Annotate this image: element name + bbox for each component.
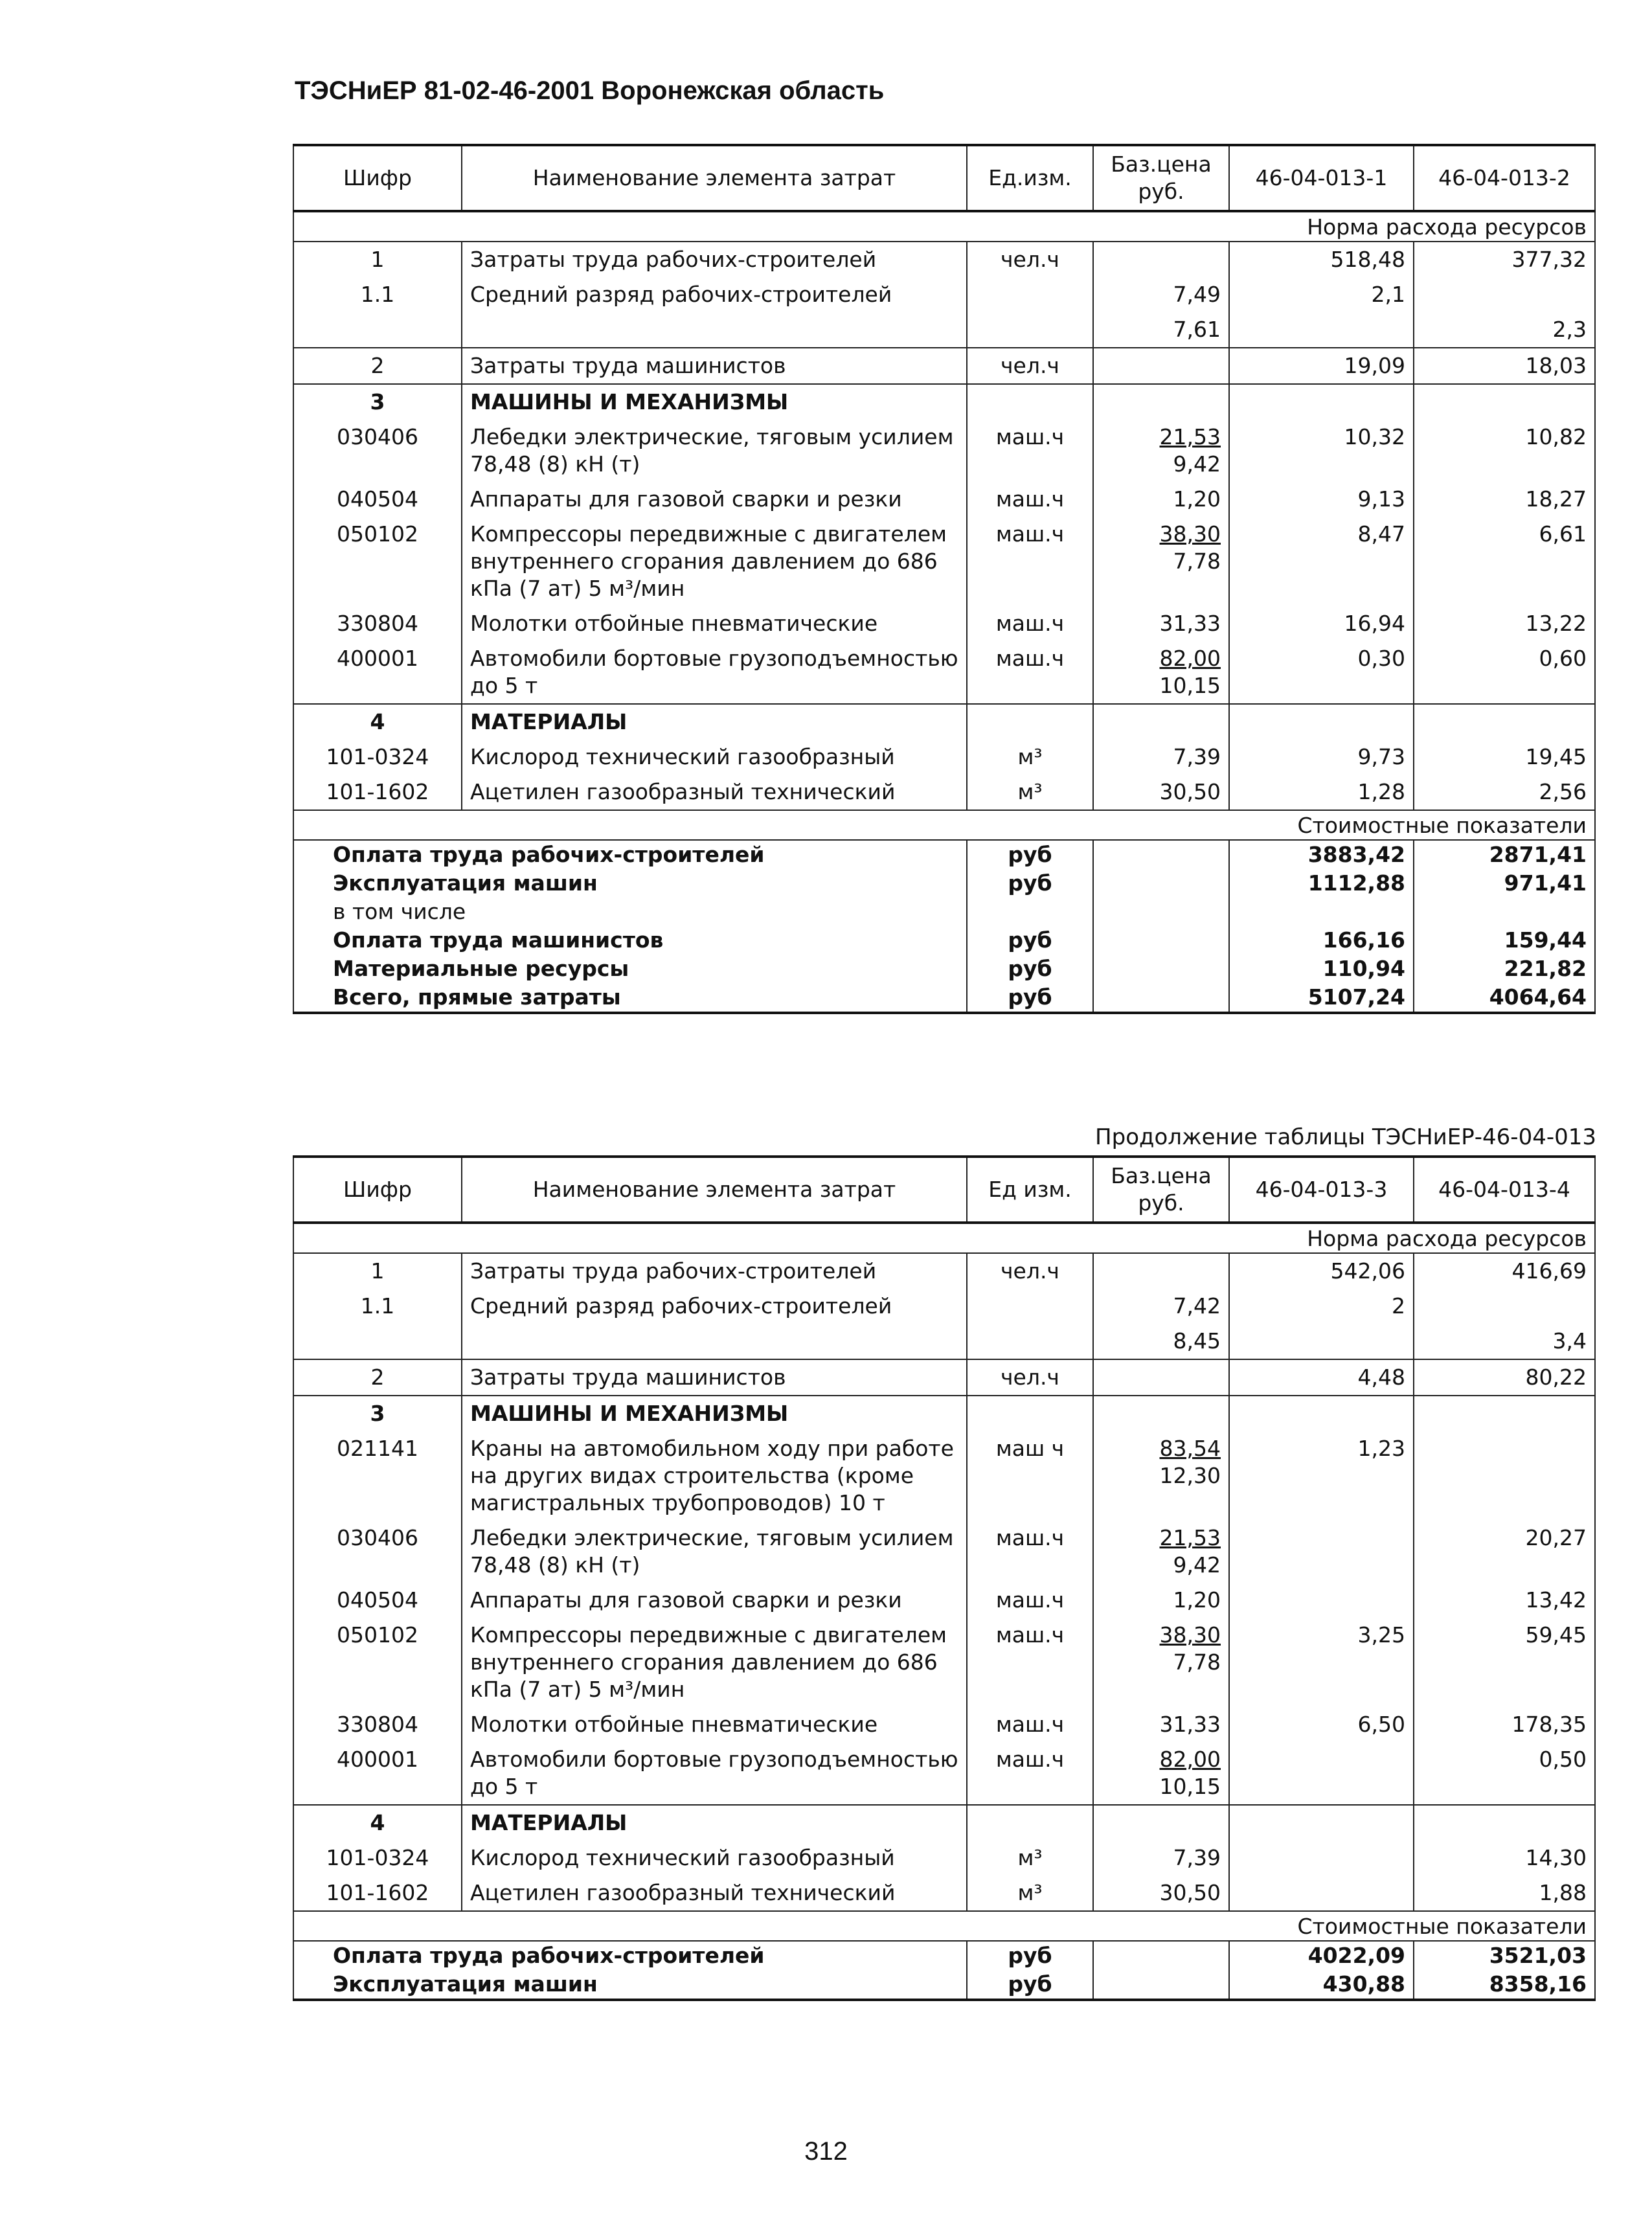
- cost-value-col1: 166,16: [1229, 926, 1414, 955]
- table-row: [293, 1707, 1595, 1742]
- row-price: [1093, 775, 1229, 810]
- row-price: [1093, 704, 1229, 740]
- row-unit: чел.ч: [967, 1253, 1093, 1289]
- row-price: [1093, 482, 1229, 517]
- row-value-col2: 18,27: [1414, 482, 1595, 517]
- row-value-col1: 4,48: [1229, 1359, 1414, 1396]
- row-name: Ацетилен газообразный технический: [462, 1875, 967, 1911]
- row-code: 101-0324: [293, 740, 462, 775]
- row-price: [1093, 384, 1229, 420]
- table-row: [293, 1742, 1595, 1805]
- header-unit: Ед.изм.: [967, 145, 1093, 211]
- price-bottom: 9,42: [1173, 451, 1221, 477]
- table-row: [293, 420, 1595, 482]
- cost-price: [1093, 898, 1229, 926]
- row-name: Аппараты для газовой сварки и резки: [462, 482, 967, 517]
- row-unit: м³: [967, 740, 1093, 775]
- row-value-col2: 377,32: [1414, 242, 1595, 277]
- row-value-col1: [1229, 1583, 1414, 1618]
- cost-label: Оплата труда рабочих-строителей: [293, 1941, 967, 1970]
- cost-row: [293, 955, 1595, 983]
- row-name: [462, 312, 967, 348]
- cost-price: [1093, 1941, 1229, 1970]
- cost-price: [1093, 1970, 1229, 2000]
- cost-label: Всего, прямые затраты: [293, 983, 967, 1013]
- row-unit: [967, 1289, 1093, 1324]
- price-bottom: 7,78: [1173, 1649, 1221, 1675]
- cost-price: [1093, 955, 1229, 983]
- row-code: 2: [293, 1359, 462, 1396]
- row-value-col2: 6,61: [1414, 517, 1595, 606]
- row-code: 4: [293, 1805, 462, 1841]
- header-name: Наименование элемента затрат: [462, 145, 967, 211]
- table-row: [293, 1875, 1595, 1911]
- row-name: МАШИНЫ И МЕХАНИЗМЫ: [462, 384, 967, 420]
- cost-value-col2: 221,82: [1414, 955, 1595, 983]
- cost-price: [1093, 983, 1229, 1013]
- row-value-col2: 416,69: [1414, 1253, 1595, 1289]
- row-unit: чел.ч: [967, 242, 1093, 277]
- row-name: Компрессоры передвижные с двигателем внутреннего сгорания давлением до 686 кПа (7 ат) 5 м³/мин: [462, 1618, 967, 1707]
- row-price: [1093, 641, 1229, 704]
- row-value-col2: [1414, 277, 1595, 312]
- cost-value-col2: 3521,03: [1414, 1941, 1595, 1970]
- row-code: 1: [293, 242, 462, 277]
- row-name: Молотки отбойные пневматические: [462, 1707, 967, 1742]
- row-name: МАТЕРИАЛЫ: [462, 1805, 967, 1841]
- cost-band-row: [293, 1911, 1595, 1941]
- cost-value-col1: 110,94: [1229, 955, 1414, 983]
- row-unit: [967, 704, 1093, 740]
- price-bottom: 12,30: [1159, 1463, 1221, 1488]
- row-name: Автомобили бортовые грузоподъемностью до 5 т: [462, 641, 967, 704]
- cost-row: [293, 1970, 1595, 2000]
- row-code: 400001: [293, 1742, 462, 1805]
- row-value-col1: 0,30: [1229, 641, 1414, 704]
- row-value-col1: [1229, 1805, 1414, 1841]
- price-bottom: 10,15: [1159, 673, 1221, 698]
- header-col2: 46-04-013-4: [1414, 1157, 1595, 1223]
- table-row: [293, 641, 1595, 704]
- row-value-col2: 80,22: [1414, 1359, 1595, 1396]
- cost-value-col2: 971,41: [1414, 869, 1595, 898]
- row-name: Лебедки электрические, тяговым усилием 78,48 (8) кН (т): [462, 1521, 967, 1583]
- price-top: 21,53: [1159, 424, 1221, 449]
- row-value-col2: 2,3: [1414, 312, 1595, 348]
- row-unit: [967, 1805, 1093, 1841]
- table-row: [293, 1583, 1595, 1618]
- cost-row: [293, 898, 1595, 926]
- row-price: [1093, 1359, 1229, 1396]
- cost-label: Оплата труда машинистов: [293, 926, 967, 955]
- cost-price: [1093, 840, 1229, 869]
- table-row: [293, 482, 1595, 517]
- cost-value-col1: 1112,88: [1229, 869, 1414, 898]
- row-price: [1093, 1431, 1229, 1521]
- row-value-col2: [1414, 384, 1595, 420]
- row-price: [1093, 1396, 1229, 1431]
- cost-row: [293, 1941, 1595, 1970]
- cost-price: [1093, 926, 1229, 955]
- price-bottom: 7,39: [1173, 1845, 1221, 1870]
- cost-label: Оплата труда рабочих-строителей: [293, 840, 967, 869]
- header-col2: 46-04-013-2: [1414, 145, 1595, 211]
- row-code: [293, 1324, 462, 1359]
- row-code: 040504: [293, 482, 462, 517]
- row-name: МАШИНЫ И МЕХАНИЗМЫ: [462, 1396, 967, 1431]
- row-value-col1: [1229, 384, 1414, 420]
- row-value-col1: [1229, 1742, 1414, 1805]
- row-price: [1093, 1618, 1229, 1707]
- row-code: 1.1: [293, 1289, 462, 1324]
- row-unit: маш.ч: [967, 1583, 1093, 1618]
- row-name: Компрессоры передвижные с двигателем внутреннего сгорания давлением до 686 кПа (7 ат) 5 м³/мин: [462, 517, 967, 606]
- norm-band-label: Норма расхода ресурсов: [293, 211, 1595, 242]
- row-value-col1: 3,25: [1229, 1618, 1414, 1707]
- cost-value-col1: 3883,42: [1229, 840, 1414, 869]
- price-top: 83,54: [1159, 1436, 1221, 1461]
- table-row: [293, 1431, 1595, 1521]
- row-value-col2: [1414, 1396, 1595, 1431]
- header-code: Шифр: [293, 1157, 462, 1223]
- row-value-col1: 19,09: [1229, 348, 1414, 384]
- table-row: [293, 1841, 1595, 1875]
- row-name: Краны на автомобильном ходу при работе на других видах строительства (кроме магистральных трубопроводов) 10 т: [462, 1431, 967, 1521]
- row-unit: м³: [967, 1841, 1093, 1875]
- row-name: Средний разряд рабочих-строителей: [462, 277, 967, 312]
- row-name: Лебедки электрические, тяговым усилием 78,48 (8) кН (т): [462, 420, 967, 482]
- row-code: 030406: [293, 1521, 462, 1583]
- header-name: Наименование элемента затрат: [462, 1157, 967, 1223]
- row-code: 050102: [293, 517, 462, 606]
- row-unit: маш.ч: [967, 420, 1093, 482]
- row-price: [1093, 740, 1229, 775]
- row-code: 101-1602: [293, 1875, 462, 1911]
- row-value-col2: 19,45: [1414, 740, 1595, 775]
- cost-row: [293, 926, 1595, 955]
- header-code: Шифр: [293, 145, 462, 211]
- row-name: Затраты труда машинистов: [462, 1359, 967, 1396]
- table-row: [293, 1359, 1595, 1396]
- cost-band-label: Стоимостные показатели: [293, 1911, 1595, 1941]
- row-code: 3: [293, 1396, 462, 1431]
- cost-band-label: Стоимостные показатели: [293, 810, 1595, 840]
- row-code: 1: [293, 1253, 462, 1289]
- norm-band-row: [293, 1223, 1595, 1253]
- cost-value-col2: 8358,16: [1414, 1970, 1595, 2000]
- table-header-row: [293, 145, 1595, 211]
- price-bottom: 9,42: [1173, 1552, 1221, 1578]
- row-unit: [967, 312, 1093, 348]
- table-row: [293, 1805, 1595, 1841]
- price-bottom: 7,78: [1173, 549, 1221, 574]
- price-top: 82,00: [1159, 1747, 1221, 1772]
- price-top: 38,30: [1159, 1622, 1221, 1648]
- row-value-col1: [1229, 1521, 1414, 1583]
- row-unit: [967, 277, 1093, 312]
- table-header-row: [293, 1157, 1595, 1223]
- cost-row: [293, 840, 1595, 869]
- row-code: 030406: [293, 420, 462, 482]
- norm-band-row: [293, 211, 1595, 242]
- row-unit: маш.ч: [967, 482, 1093, 517]
- row-unit: маш.ч: [967, 641, 1093, 704]
- table-row: [293, 775, 1595, 810]
- cost-label: в том числе: [293, 898, 967, 926]
- price-bottom: 10,15: [1159, 1774, 1221, 1799]
- cost-label: Эксплуатация машин: [293, 869, 967, 898]
- cost-unit: руб: [967, 1970, 1093, 2000]
- table-row: [293, 1521, 1595, 1583]
- cost-unit: руб: [967, 955, 1093, 983]
- table-row: [293, 1253, 1595, 1289]
- row-code: 021141: [293, 1431, 462, 1521]
- row-value-col1: 6,50: [1229, 1707, 1414, 1742]
- cost-value-col1: [1229, 898, 1414, 926]
- row-value-col2: 1,88: [1414, 1875, 1595, 1911]
- price-bottom: 7,49: [1173, 282, 1221, 307]
- row-price: [1093, 242, 1229, 277]
- header-price: Баз.цена руб.: [1093, 145, 1229, 211]
- row-code: 050102: [293, 1618, 462, 1707]
- cost-row: [293, 983, 1595, 1013]
- row-unit: маш.ч: [967, 1521, 1093, 1583]
- cost-value-col2: 4064,64: [1414, 983, 1595, 1013]
- row-unit: маш.ч: [967, 1618, 1093, 1707]
- table-row: [293, 348, 1595, 384]
- header-unit: Ед изм.: [967, 1157, 1093, 1223]
- table-row: [293, 312, 1595, 348]
- row-value-col2: [1414, 1431, 1595, 1521]
- row-name: МАТЕРИАЛЫ: [462, 704, 967, 740]
- table-row: [293, 1289, 1595, 1324]
- table-row: [293, 740, 1595, 775]
- cost-band-row: [293, 810, 1595, 840]
- row-price: [1093, 1805, 1229, 1841]
- row-code: 3: [293, 384, 462, 420]
- row-value-col1: [1229, 312, 1414, 348]
- cost-unit: [967, 898, 1093, 926]
- header-col1: 46-04-013-1: [1229, 145, 1414, 211]
- row-value-col1: 542,06: [1229, 1253, 1414, 1289]
- row-name: Аппараты для газовой сварки и резки: [462, 1583, 967, 1618]
- price-bottom: 31,33: [1159, 1712, 1221, 1737]
- row-value-col1: [1229, 1396, 1414, 1431]
- row-price: [1093, 1841, 1229, 1875]
- row-unit: [967, 1396, 1093, 1431]
- row-name: Затраты труда рабочих-строителей: [462, 1253, 967, 1289]
- row-price: [1093, 1875, 1229, 1911]
- row-price: [1093, 1289, 1229, 1324]
- row-value-col2: 0,60: [1414, 641, 1595, 704]
- row-name: Ацетилен газообразный технический: [462, 775, 967, 810]
- cost-value-col1: 430,88: [1229, 1970, 1414, 2000]
- row-price: [1093, 312, 1229, 348]
- row-value-col2: [1414, 1805, 1595, 1841]
- row-name: Кислород технический газообразный: [462, 1841, 967, 1875]
- norm-band-label: Норма расхода ресурсов: [293, 1223, 1595, 1253]
- row-price: [1093, 517, 1229, 606]
- header-price: Баз.цена руб.: [1093, 1157, 1229, 1223]
- row-value-col1: [1229, 704, 1414, 740]
- row-price: [1093, 1324, 1229, 1359]
- row-code: 1.1: [293, 277, 462, 312]
- price-bottom: 30,50: [1159, 1880, 1221, 1905]
- row-value-col1: 518,48: [1229, 242, 1414, 277]
- row-value-col2: 18,03: [1414, 348, 1595, 384]
- norm-table-2: [293, 1155, 1596, 2001]
- continuation-caption: Продолжение таблицы ТЭСНиЕР-46-04-013: [1095, 1124, 1596, 1150]
- row-code: 2: [293, 348, 462, 384]
- row-value-col1: [1229, 1841, 1414, 1875]
- row-value-col2: 178,35: [1414, 1707, 1595, 1742]
- row-unit: маш.ч: [967, 606, 1093, 641]
- row-name: Средний разряд рабочих-строителей: [462, 1289, 967, 1324]
- document-title: ТЭСНиЕР 81-02-46-2001 Воронежская область: [295, 76, 885, 105]
- price-bottom: 7,42: [1173, 1293, 1221, 1319]
- row-price: [1093, 1521, 1229, 1583]
- row-unit: чел.ч: [967, 348, 1093, 384]
- row-code: 040504: [293, 1583, 462, 1618]
- row-price: [1093, 1583, 1229, 1618]
- row-value-col2: 3,4: [1414, 1324, 1595, 1359]
- table-row: [293, 704, 1595, 740]
- row-value-col2: [1414, 1289, 1595, 1324]
- price-bottom: 1,20: [1173, 1587, 1221, 1613]
- price-top: 82,00: [1159, 646, 1221, 671]
- cost-price: [1093, 869, 1229, 898]
- price-bottom: 1,20: [1173, 486, 1221, 512]
- cost-value-col1: 5107,24: [1229, 983, 1414, 1013]
- row-code: 400001: [293, 641, 462, 704]
- cost-value-col2: 2871,41: [1414, 840, 1595, 869]
- table-row: [293, 384, 1595, 420]
- row-value-col1: [1229, 1875, 1414, 1911]
- cost-label: Материальные ресурсы: [293, 955, 967, 983]
- table-row: [293, 606, 1595, 641]
- row-unit: м³: [967, 1875, 1093, 1911]
- price-bottom: 31,33: [1159, 611, 1221, 636]
- row-unit: маш.ч: [967, 517, 1093, 606]
- row-unit: м³: [967, 775, 1093, 810]
- row-price: [1093, 277, 1229, 312]
- table-row: [293, 517, 1595, 606]
- row-name: Кислород технический газообразный: [462, 740, 967, 775]
- row-unit: маш.ч: [967, 1742, 1093, 1805]
- price-bottom: 8,45: [1173, 1328, 1221, 1354]
- row-value-col2: 14,30: [1414, 1841, 1595, 1875]
- row-unit: маш ч: [967, 1431, 1093, 1521]
- row-value-col2: [1414, 704, 1595, 740]
- page-number: 312: [804, 2137, 848, 2166]
- cost-value-col1: 4022,09: [1229, 1941, 1414, 1970]
- norm-table-1: [293, 144, 1596, 1014]
- row-value-col2: 20,27: [1414, 1521, 1595, 1583]
- row-unit: маш.ч: [967, 1707, 1093, 1742]
- row-value-col2: 59,45: [1414, 1618, 1595, 1707]
- row-value-col1: 9,73: [1229, 740, 1414, 775]
- header-col1: 46-04-013-3: [1229, 1157, 1414, 1223]
- table-row: [293, 242, 1595, 277]
- price-bottom: 30,50: [1159, 779, 1221, 804]
- cost-unit: руб: [967, 840, 1093, 869]
- row-price: [1093, 1742, 1229, 1805]
- row-name: Затраты труда рабочих-строителей: [462, 242, 967, 277]
- price-top: 21,53: [1159, 1525, 1221, 1550]
- row-price: [1093, 348, 1229, 384]
- row-value-col1: 16,94: [1229, 606, 1414, 641]
- row-name: Автомобили бортовые грузоподъемностью до 5 т: [462, 1742, 967, 1805]
- cost-value-col2: [1414, 898, 1595, 926]
- row-value-col1: [1229, 1324, 1414, 1359]
- price-bottom: 7,61: [1173, 317, 1221, 342]
- row-value-col1: 9,13: [1229, 482, 1414, 517]
- cost-unit: руб: [967, 983, 1093, 1013]
- cost-unit: руб: [967, 1941, 1093, 1970]
- row-value-col1: 10,32: [1229, 420, 1414, 482]
- row-name: Затраты труда машинистов: [462, 348, 967, 384]
- row-value-col2: 13,42: [1414, 1583, 1595, 1618]
- cost-unit: руб: [967, 926, 1093, 955]
- price-top: 38,30: [1159, 521, 1221, 547]
- price-bottom: 7,39: [1173, 744, 1221, 769]
- cost-value-col2: 159,44: [1414, 926, 1595, 955]
- cost-row: [293, 869, 1595, 898]
- row-price: [1093, 606, 1229, 641]
- cost-unit: руб: [967, 869, 1093, 898]
- row-value-col2: 0,50: [1414, 1742, 1595, 1805]
- table-row: [293, 1324, 1595, 1359]
- row-value-col1: 1,23: [1229, 1431, 1414, 1521]
- table-row: [293, 277, 1595, 312]
- row-name: [462, 1324, 967, 1359]
- row-value-col1: 2: [1229, 1289, 1414, 1324]
- row-value-col2: 13,22: [1414, 606, 1595, 641]
- row-code: 4: [293, 704, 462, 740]
- row-value-col2: 2,56: [1414, 775, 1595, 810]
- row-value-col1: 1,28: [1229, 775, 1414, 810]
- table-row: [293, 1396, 1595, 1431]
- row-price: [1093, 1253, 1229, 1289]
- table-row: [293, 1618, 1595, 1707]
- cost-label: Эксплуатация машин: [293, 1970, 967, 2000]
- row-value-col2: 10,82: [1414, 420, 1595, 482]
- row-code: 101-0324: [293, 1841, 462, 1875]
- row-unit: [967, 384, 1093, 420]
- row-code: 330804: [293, 606, 462, 641]
- row-code: [293, 312, 462, 348]
- row-code: 101-1602: [293, 775, 462, 810]
- row-price: [1093, 1707, 1229, 1742]
- row-name: Молотки отбойные пневматические: [462, 606, 967, 641]
- row-code: 330804: [293, 1707, 462, 1742]
- row-value-col1: 2,1: [1229, 277, 1414, 312]
- row-unit: [967, 1324, 1093, 1359]
- row-unit: чел.ч: [967, 1359, 1093, 1396]
- row-price: [1093, 420, 1229, 482]
- row-value-col1: 8,47: [1229, 517, 1414, 606]
